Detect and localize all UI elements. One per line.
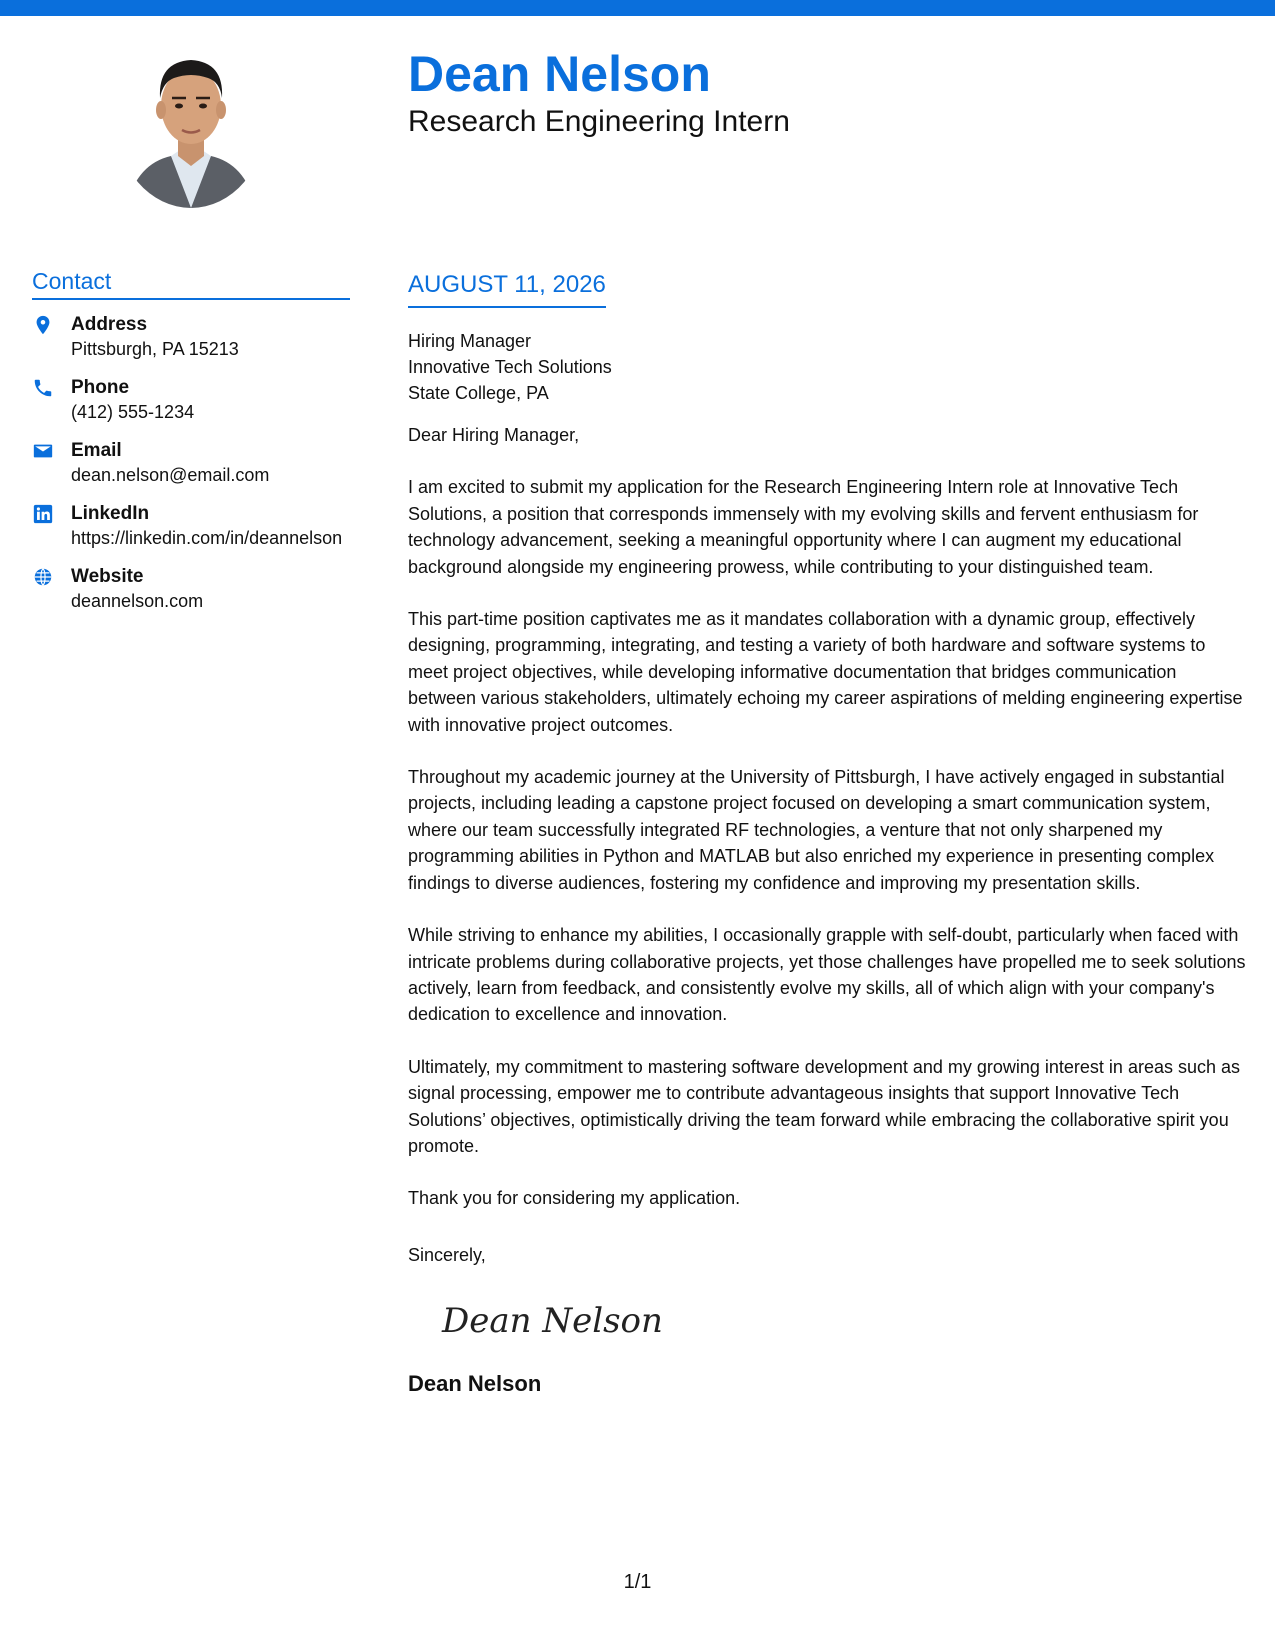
contact-phone [32, 375, 350, 424]
contact-value[interactable]: deannelson.com [71, 591, 204, 611]
salutation: Dear Hiring Manager, [408, 425, 580, 445]
contact-email [32, 438, 350, 487]
recipient-line: Hiring Manager [408, 331, 532, 351]
recipient-block [408, 328, 1248, 406]
location-pin-icon [32, 314, 54, 336]
paragraph: While striving to enhance my abilities, I occasionally grapple with self-doubt, particularly when faced with intricate problems during collaborative projects, yet those challenges have propelled me to seek solutions actively, learn from feedback, and consistently evolve my skills, all of which align with your company's dedication to excellence and innovation. [408, 925, 1246, 1025]
recipient-line: Innovative Tech Solutions [408, 357, 612, 377]
top-accent-bar [0, 0, 1275, 16]
contact-value[interactable]: https://linkedin.com/in/deannelson [71, 528, 343, 548]
applicant-role: Research Engineering Intern [408, 105, 790, 138]
paragraph: This part-time position captivates me as it mandates collaboration with a dynamic group, effectively designing, programming, integrating, and testing a variety of both hardware and software systems to meet project objectives, while developing informative documentation that bridges communication between various stakeholders, ultimately echoing my career aspirations of melding engineering expertise with innovative project outcomes. [408, 609, 1243, 735]
closing: Sincerely, [408, 1244, 486, 1265]
contact-value: (412) 555-1234 [71, 402, 195, 422]
recipient-line: State College, PA [408, 383, 549, 403]
paragraph: Throughout my academic journey at the University of Pittsburgh, I have actively engaged in substantial projects, including leading a capstone project focused on developing a smart communication system, where our team successfully integrated RF technologies, a venture that not only sharpened my programming abilities in Python and MATLAB but also enriched my experience in presenting complex findings to diverse audiences, fostering my confidence and improving my presentation skills. [408, 767, 1225, 893]
signature-text: Dean Nelson [442, 1300, 663, 1341]
profile-photo [116, 32, 266, 208]
phone-icon [32, 377, 54, 399]
globe-icon [32, 566, 54, 588]
contact-value: Pittsburgh, PA 15213 [71, 339, 239, 359]
paragraph: Thank you for considering my application. [408, 1188, 741, 1209]
applicant-name: Dean Nelson [408, 46, 711, 102]
handwritten-signature [438, 1290, 698, 1350]
linkedin-icon [32, 503, 54, 525]
contact-sidebar [32, 266, 350, 627]
contact-label: Phone [71, 377, 130, 398]
contact-linkedin [32, 501, 350, 550]
letter-body [408, 270, 1248, 1398]
letter-date: AUGUST 11, 2026 [408, 270, 606, 308]
contact-label: Email [71, 440, 122, 461]
contact-label: Address [71, 314, 148, 335]
letter-content [408, 422, 1248, 1212]
contact-label: LinkedIn [71, 503, 150, 524]
contact-address [32, 312, 350, 361]
email-icon [32, 440, 54, 462]
paragraph: Ultimately, my commitment to mastering software development and my growing interest in areas such as signal processing, empower me to contribute advantageous insights that support Innovative Tech Solutions’ objectives, optimistically driving the team forward while embracing the collaborative spirit you promote. [408, 1056, 1240, 1156]
contact-title: Contact [32, 266, 350, 300]
paragraph: I am excited to submit my application for the Research Engineering Intern role at Innovative Tech Solutions, a position that corresponds immensely with my evolving skills and fervent enthusiasm for technology advancement, seeking a meaningful opportunity where I can augment my educational background alongside my engineering prowess, while contributing to your distinguished team. [408, 477, 1199, 577]
contact-label: Website [71, 566, 144, 587]
contact-website [32, 564, 350, 613]
page-number: 1/1 [623, 1571, 652, 1593]
contact-value: dean.nelson@email.com [71, 465, 270, 485]
signer-name: Dean Nelson [408, 1370, 542, 1396]
